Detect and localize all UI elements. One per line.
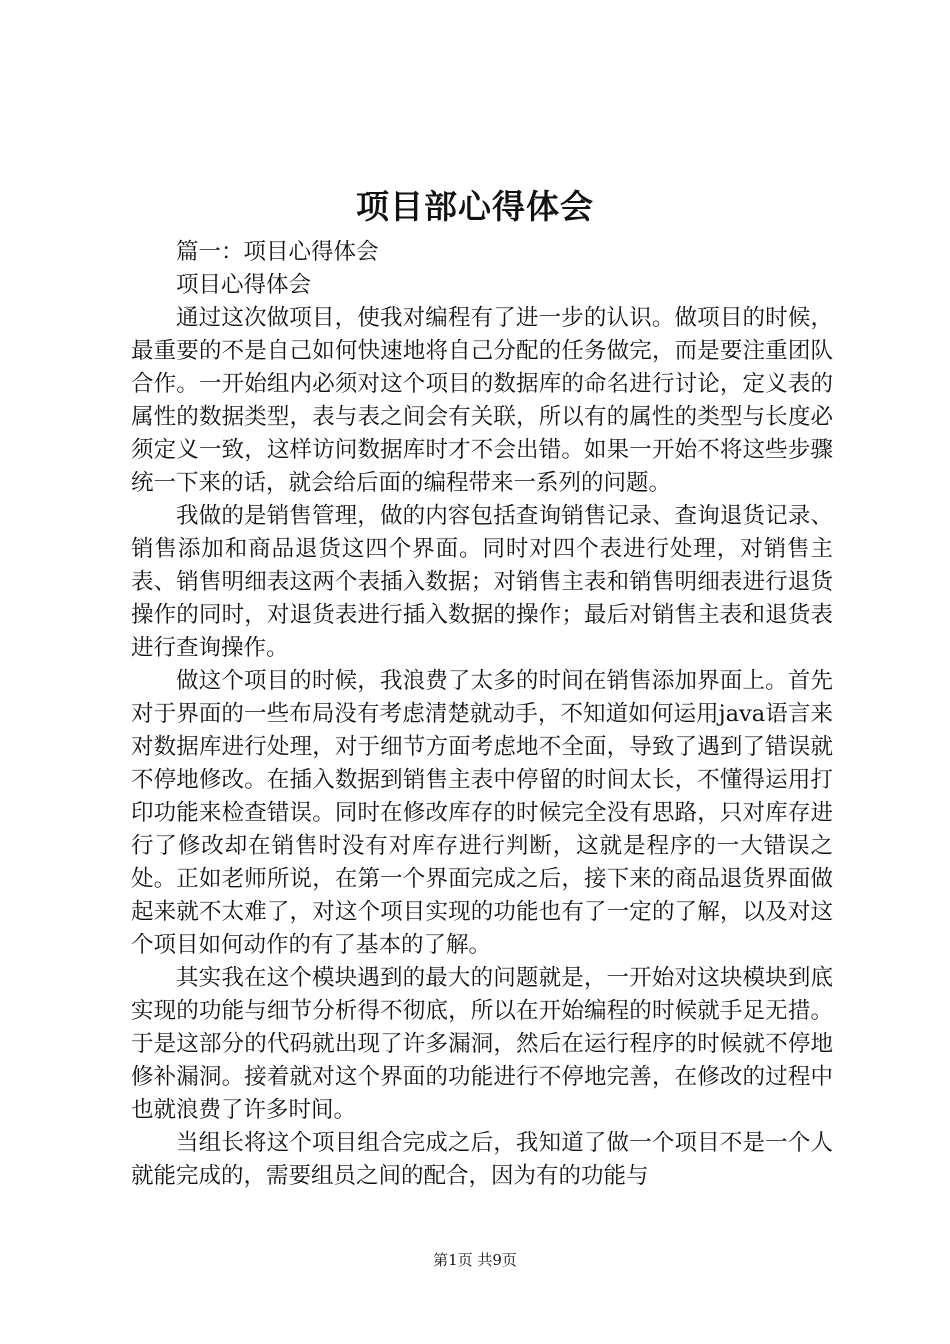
- section-subtitle: 项目心得体会: [176, 272, 312, 298]
- body-paragraph: 通过这次做项目，使我对编程有了进一步的认识。做项目的时候，最重要的不是自己如何快速地将自己分配的任务做完，而是要注重团队合作。一开始组内必须对这个项目的数据库的命名进行讨论，定义表的属性的数据类型，表与表之间会有关联，所以有的属性的类型与长度必须定义一致，这样访问数据库时才不会出错。如果一开始不将这些步骤统一下来的话，就会给后面的编程带来一系列的问题。: [131, 305, 833, 496]
- body-paragraph: 做这个项目的时候，我浪费了太多的时间在销售添加界面上。首先对于界面的一些布局没有考虑清楚就动手，不知道如何运用java语言来对数据库进行处理，对于细节方面考虑地不全面，导致了遇到了错误就不停地修改。在插入数据到销售主表中停留的时间太长，不懂得运用打印功能来检查错误。同时在修改库存的时候完全没有思路，只对库存进行了修改却在销售时没有对库存进行判断，这就是程序的一大错误之处。正如老师所说，在第一个界面完成之后，接下来的商品退货界面做起来就不太难了，对这个项目实现的功能也有了一定的了解，以及对这个项目如何动作的有了基本的了解。: [131, 668, 833, 958]
- body-paragraph: 其实我在这个模块遇到的最大的问题就是，一开始对这块模块到底实现的功能与细节分析得不彻底，所以在开始编程的时候就手足无措。于是这部分的代码就出现了许多漏洞，然后在运行程序的时候就不停地修补漏洞。接着就对这个界面的功能进行不停地完善，在修改的过程中也就浪费了许多时间。: [131, 965, 833, 1123]
- document-body: [131, 236, 833, 1193]
- section-heading: 篇一：项目心得体会: [176, 239, 379, 265]
- document-title: 项目部心得体会: [356, 187, 594, 226]
- page-footer: 第1页 共9页: [433, 1251, 517, 1269]
- body-paragraph: 我做的是销售管理，做的内容包括查询销售记录、查询退货记录、销售添加和商品退货这四个界面。同时对四个表进行处理，对销售主表、销售明细表这两个表插入数据；对销售主表和销售明细表进行退货操作的同时，对退货表进行插入数据的操作；最后对销售主表和退货表进行查询操作。: [131, 503, 833, 661]
- body-paragraph: 当组长将这个项目组合完成之后，我知道了做一个项目不是一个人就能完成的，需要组员之间的配合，因为有的功能与: [131, 1130, 833, 1189]
